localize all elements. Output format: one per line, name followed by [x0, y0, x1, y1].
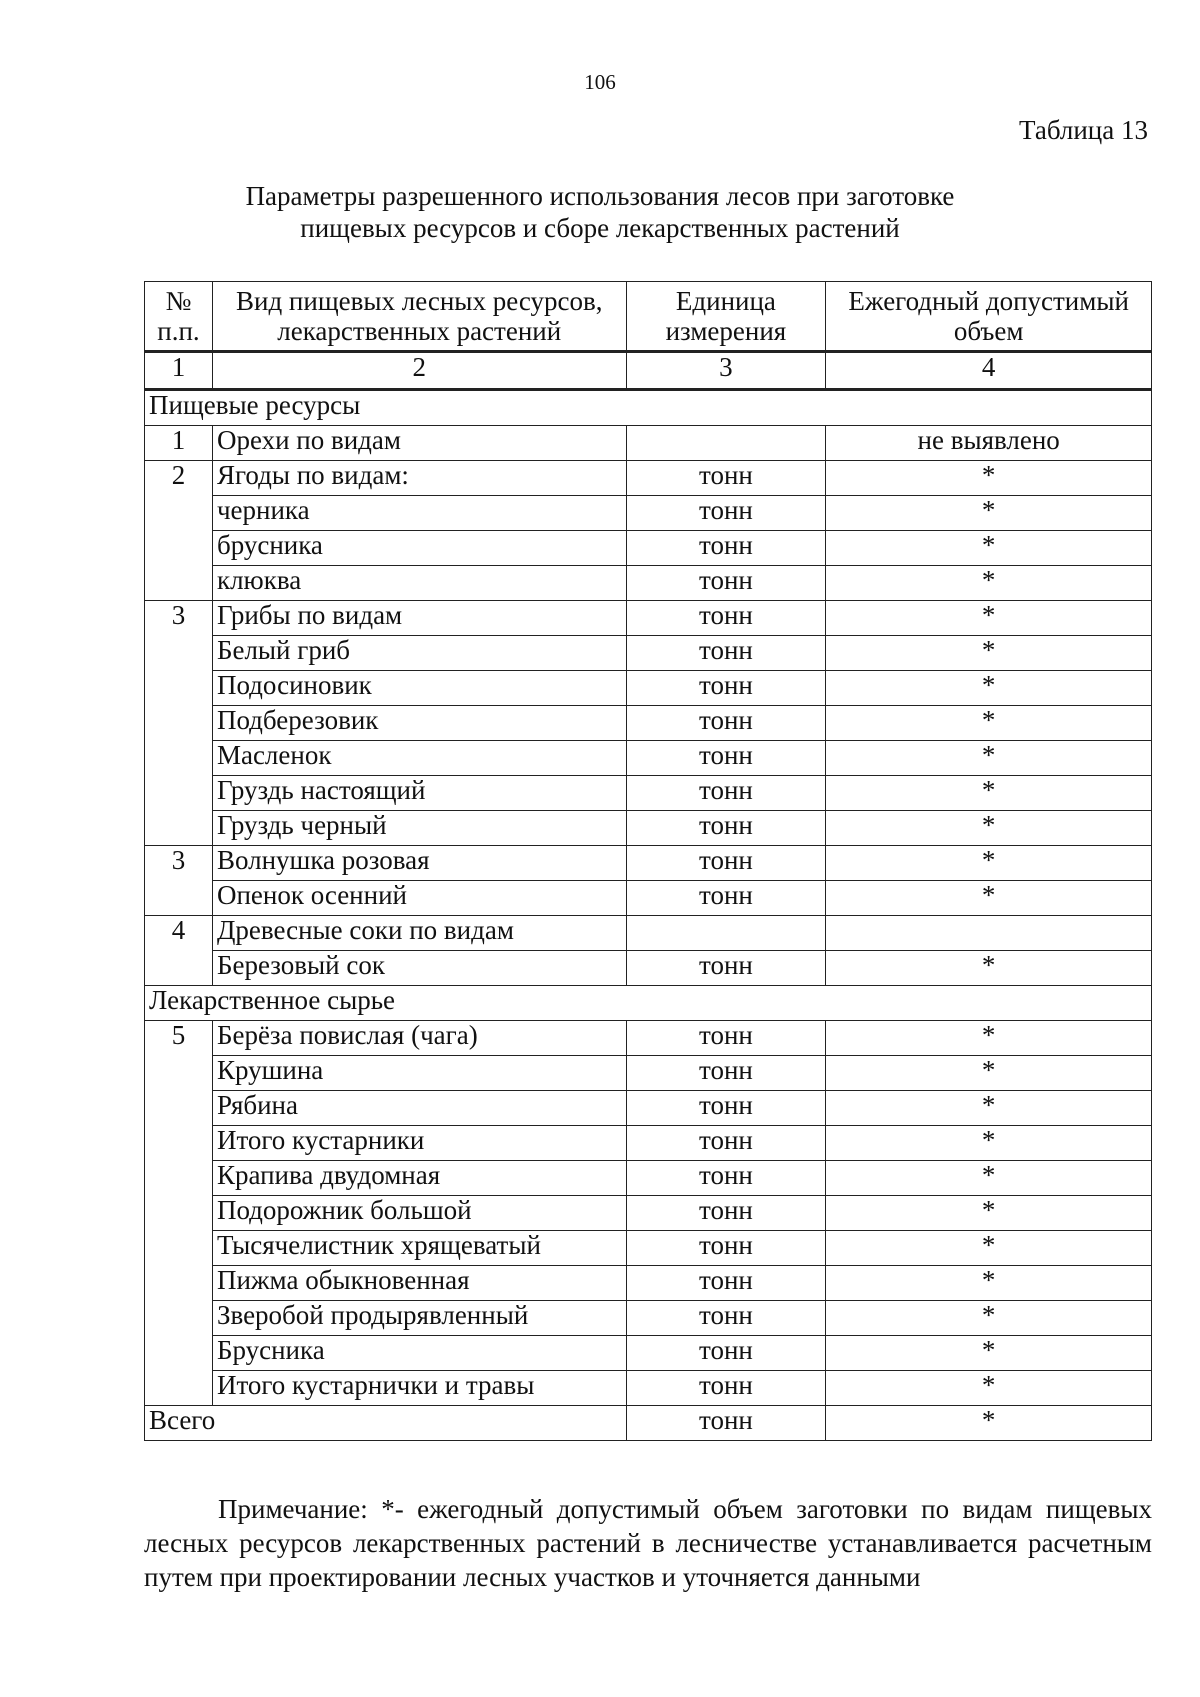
row-unit: тонн	[626, 601, 826, 636]
row-unit	[626, 426, 826, 461]
row-value: *	[826, 461, 1152, 496]
row-unit: тонн	[626, 741, 826, 776]
table-row	[145, 916, 1152, 951]
row-unit: тонн	[626, 566, 826, 601]
row-value: не выявлено	[826, 426, 1152, 461]
table-row	[145, 1196, 1152, 1231]
section-medicinal-label: Лекарственное сырье	[145, 986, 1152, 1021]
table-title	[0, 180, 1200, 244]
row-name: Пижма обыкновенная	[212, 1266, 626, 1301]
table-row	[145, 1091, 1152, 1126]
row-unit: тонн	[626, 881, 826, 916]
row-unit: тонн	[626, 1091, 826, 1126]
table-row	[145, 636, 1152, 671]
row-name: Берёза повислая (чага)	[212, 1021, 626, 1056]
row-value: *	[826, 1196, 1152, 1231]
row-unit: тонн	[626, 1301, 826, 1336]
page-number: 106	[584, 70, 616, 94]
table-row	[145, 811, 1152, 846]
table-row	[145, 741, 1152, 776]
row-value: *	[826, 811, 1152, 846]
total-label: Всего	[145, 1406, 627, 1441]
row-value: *	[826, 1266, 1152, 1301]
row-name: Зверобой продырявленный	[212, 1301, 626, 1336]
row-name: Волнушка розовая	[212, 846, 626, 881]
header-number: № п.п.	[145, 282, 213, 352]
row-value: *	[826, 776, 1152, 811]
table-row	[145, 846, 1152, 881]
column-number: 3	[626, 352, 826, 390]
row-value: *	[826, 1056, 1152, 1091]
resources-table	[144, 281, 1152, 1441]
row-number: 3	[145, 846, 213, 916]
row-value: *	[826, 636, 1152, 671]
row-unit: тонн	[626, 636, 826, 671]
row-unit: тонн	[626, 1126, 826, 1161]
row-name: Грибы по видам	[212, 601, 626, 636]
table-row	[145, 1301, 1152, 1336]
row-value: *	[826, 1371, 1152, 1406]
column-number: 1	[145, 352, 213, 390]
row-value: *	[826, 1301, 1152, 1336]
table-row	[145, 601, 1152, 636]
row-name: Ягоды по видам:	[212, 461, 626, 496]
row-number: 1	[145, 426, 213, 461]
row-value: *	[826, 706, 1152, 741]
total-unit: тонн	[626, 1406, 826, 1441]
row-value: *	[826, 1091, 1152, 1126]
table-row	[145, 671, 1152, 706]
row-name: брусника	[212, 531, 626, 566]
table-row	[145, 951, 1152, 986]
column-number-row	[145, 352, 1152, 390]
table-label: Таблица 13	[1019, 115, 1148, 145]
row-unit: тонн	[626, 811, 826, 846]
row-value: *	[826, 1231, 1152, 1266]
row-value: *	[826, 881, 1152, 916]
table-row	[145, 496, 1152, 531]
row-unit: тонн	[626, 671, 826, 706]
row-unit: тонн	[626, 1371, 826, 1406]
row-value: *	[826, 951, 1152, 986]
row-value: *	[826, 846, 1152, 881]
row-value: *	[826, 1021, 1152, 1056]
table-row	[145, 776, 1152, 811]
row-value: *	[826, 531, 1152, 566]
row-number: 5	[145, 1021, 213, 1406]
row-unit: тонн	[626, 1231, 826, 1266]
row-unit: тонн	[626, 496, 826, 531]
table-row	[145, 1161, 1152, 1196]
column-number: 2	[212, 352, 626, 390]
row-name: Рябина	[212, 1091, 626, 1126]
row-unit: тонн	[626, 776, 826, 811]
row-value	[826, 916, 1152, 951]
table-row	[145, 1336, 1152, 1371]
table-row	[145, 1056, 1152, 1091]
header-volume: Ежегодный допустимый объем	[826, 282, 1152, 352]
row-name: Итого кустарники	[212, 1126, 626, 1161]
table-row	[145, 461, 1152, 496]
row-name: Подосиновик	[212, 671, 626, 706]
section-row-food	[145, 390, 1152, 426]
row-name: Груздь черный	[212, 811, 626, 846]
row-value: *	[826, 741, 1152, 776]
row-unit: тонн	[626, 461, 826, 496]
row-unit	[626, 916, 826, 951]
row-unit: тонн	[626, 1196, 826, 1231]
row-unit: тонн	[626, 1161, 826, 1196]
table-title-line-2: пищевых ресурсов и сборе лекарственных растений	[300, 213, 900, 243]
row-value: *	[826, 1161, 1152, 1196]
row-value: *	[826, 1126, 1152, 1161]
row-name: Орехи по видам	[212, 426, 626, 461]
row-value: *	[826, 496, 1152, 531]
header-kind: Вид пищевых лесных ресурсов, лекарственных растений	[212, 282, 626, 352]
row-name: Итого кустарнички и травы	[212, 1371, 626, 1406]
table-row	[145, 881, 1152, 916]
row-number: 2	[145, 461, 213, 601]
row-unit: тонн	[626, 1056, 826, 1091]
row-name: клюква	[212, 566, 626, 601]
row-unit: тонн	[626, 1021, 826, 1056]
row-name: Белый гриб	[212, 636, 626, 671]
row-value: *	[826, 1336, 1152, 1371]
row-name: Подберезовик	[212, 706, 626, 741]
row-number: 4	[145, 916, 213, 986]
table-title-line-1: Параметры разрешенного использования лесов при заготовке	[245, 181, 955, 211]
total-row	[145, 1406, 1152, 1441]
total-value: *	[826, 1406, 1152, 1441]
table-row	[145, 566, 1152, 601]
row-name: Груздь настоящий	[212, 776, 626, 811]
row-name: черника	[212, 496, 626, 531]
table-row	[145, 1126, 1152, 1161]
row-unit: тонн	[626, 1266, 826, 1301]
row-number: 3	[145, 601, 213, 846]
row-name: Крушина	[212, 1056, 626, 1091]
row-unit: тонн	[626, 1336, 826, 1371]
table-row	[145, 1021, 1152, 1056]
row-unit: тонн	[626, 531, 826, 566]
row-name: Древесные соки по видам	[212, 916, 626, 951]
row-name: Березовый сок	[212, 951, 626, 986]
row-value: *	[826, 601, 1152, 636]
row-unit: тонн	[626, 706, 826, 741]
row-unit: тонн	[626, 846, 826, 881]
section-row-medicinal	[145, 986, 1152, 1021]
row-name: Брусника	[212, 1336, 626, 1371]
row-name: Крапива двудомная	[212, 1161, 626, 1196]
table-row	[145, 1266, 1152, 1301]
row-name: Масленок	[212, 741, 626, 776]
table-row	[145, 1231, 1152, 1266]
column-number: 4	[826, 352, 1152, 390]
footnote	[144, 1492, 1152, 1594]
row-value: *	[826, 671, 1152, 706]
row-name: Тысячелистник хрящеватый	[212, 1231, 626, 1266]
table-row	[145, 426, 1152, 461]
row-name: Подорожник большой	[212, 1196, 626, 1231]
header-unit: Единица измерения	[626, 282, 826, 352]
row-value: *	[826, 566, 1152, 601]
table-header-row	[145, 282, 1152, 352]
table-row	[145, 1371, 1152, 1406]
row-name: Опенок осенний	[212, 881, 626, 916]
table-row	[145, 706, 1152, 741]
row-unit: тонн	[626, 951, 826, 986]
section-food-label: Пищевые ресурсы	[145, 390, 1152, 426]
footnote-text: Примечание: *- ежегодный допустимый объем заготовки по видам пищевых лесных ресурсов лекарственных растений в лесничестве устанавливается расчетным путем при проектировании лесных участков и уточняется данными	[144, 1494, 1152, 1592]
table-row	[145, 531, 1152, 566]
